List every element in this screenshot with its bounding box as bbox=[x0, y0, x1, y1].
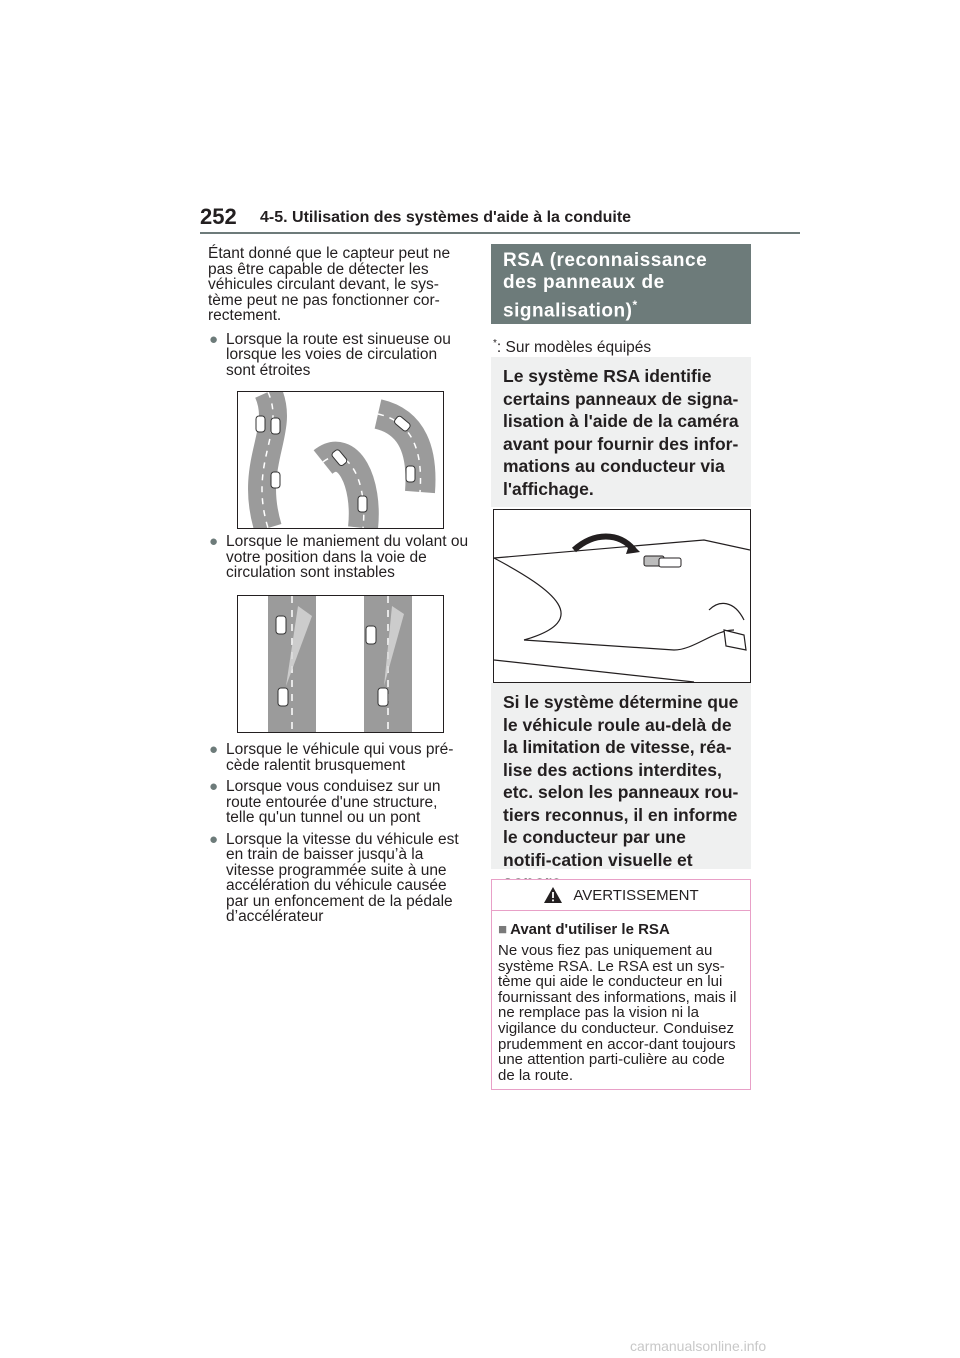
unstable-lane-figure bbox=[237, 595, 444, 733]
curvy-road-illustration bbox=[238, 392, 443, 528]
rsa-description-box: Le système RSA identifie certains panneaux de signa-lisation à l'aide de la caméra avant pour fournir des infor-mations au conducteur via l'affichage. bbox=[491, 357, 751, 507]
warning-text: Ne vous fiez pas uniquement au système RSA. Le RSA est un sys-tème qui aide le conducteur en lui fournissant des informations, mais il ne remplace pas la vision ni la vigilance du conducteur. Conduisez prudemment en accor-dant toujours une attention parti-culière au code de la route. bbox=[498, 942, 737, 1084]
footer-watermark: carmanualsonline.info bbox=[630, 1338, 767, 1354]
windshield-camera-figure bbox=[493, 509, 751, 683]
square-bullet-icon: ■ bbox=[498, 921, 508, 938]
curvy-road-figure bbox=[237, 391, 444, 529]
equipment-note: *: Sur modèles équipés bbox=[493, 338, 652, 357]
warning-box bbox=[491, 879, 751, 1090]
rsa-notification-box: Si le système détermine que le véhicule roule au-delà de la limitation de vitesse, réa-lise des actions interdites, etc. selon les panneaux rou-tiers reconnus, il en informe le conducteur par une notifi-cation visuelle et bbox=[491, 683, 751, 869]
intro-text: Étant donné que le capteur peut ne pas être capable de détecter les véhicules circulant devant, le sys-tème peut ne pas fonctionner cor-rectement. bbox=[208, 245, 451, 324]
warning-header bbox=[492, 880, 750, 911]
bullet-icon: ● bbox=[209, 830, 219, 848]
windshield-camera-illustration bbox=[494, 510, 750, 682]
section-header: 4-5. Utilisation des systèmes d'aide à la conduite bbox=[260, 209, 632, 226]
footnote-mark: * bbox=[632, 298, 638, 312]
bullet-unstable-steering: ● Lorsque le maniement du volant ou votre position dans la voie de circulation sont instables bbox=[209, 533, 469, 581]
left-column-bottom bbox=[208, 742, 470, 931]
note-footnote-mark: * bbox=[493, 338, 497, 349]
warning-title: AVERTISSEMENT bbox=[573, 886, 699, 904]
page-number: 252 bbox=[200, 204, 237, 229]
bullet-icon: ● bbox=[209, 778, 219, 795]
bullet-accelerator: ● Lorsque la vitesse du véhicule est en train de baisser jusqu’à la vitesse programmée suite à une accélération du véhicule causée par un enfoncement de la pédale d’accélérateur bbox=[209, 830, 459, 925]
warning-triangle-icon bbox=[543, 886, 563, 904]
bullet-slowing-vehicle: ● Lorsque le véhicule qui vous pré-cède ralentit brusquement bbox=[209, 741, 454, 774]
bullet-tunnel: ● Lorsque vous conduisez sur un route entourée d'une structure, telle qu'un tunnel ou un pont bbox=[209, 778, 441, 826]
left-column-mid bbox=[208, 534, 470, 587]
unstable-lane-illustration bbox=[238, 596, 443, 732]
rsa-section-title: RSA (reconnaissance des panneaux de signalisation)* bbox=[491, 244, 751, 324]
bullet-icon: ● bbox=[209, 533, 219, 550]
bullet-curvy-road: ● Lorsque la route est sinueuse ou lorsque les voies de circulation sont étroites bbox=[209, 330, 451, 379]
warning-subtitle: ■ Avant d'utiliser le RSA bbox=[498, 921, 670, 938]
left-column bbox=[208, 246, 470, 384]
bullet-icon: ● bbox=[209, 330, 219, 348]
bullet-icon: ● bbox=[209, 741, 219, 758]
header-rule bbox=[200, 232, 800, 234]
